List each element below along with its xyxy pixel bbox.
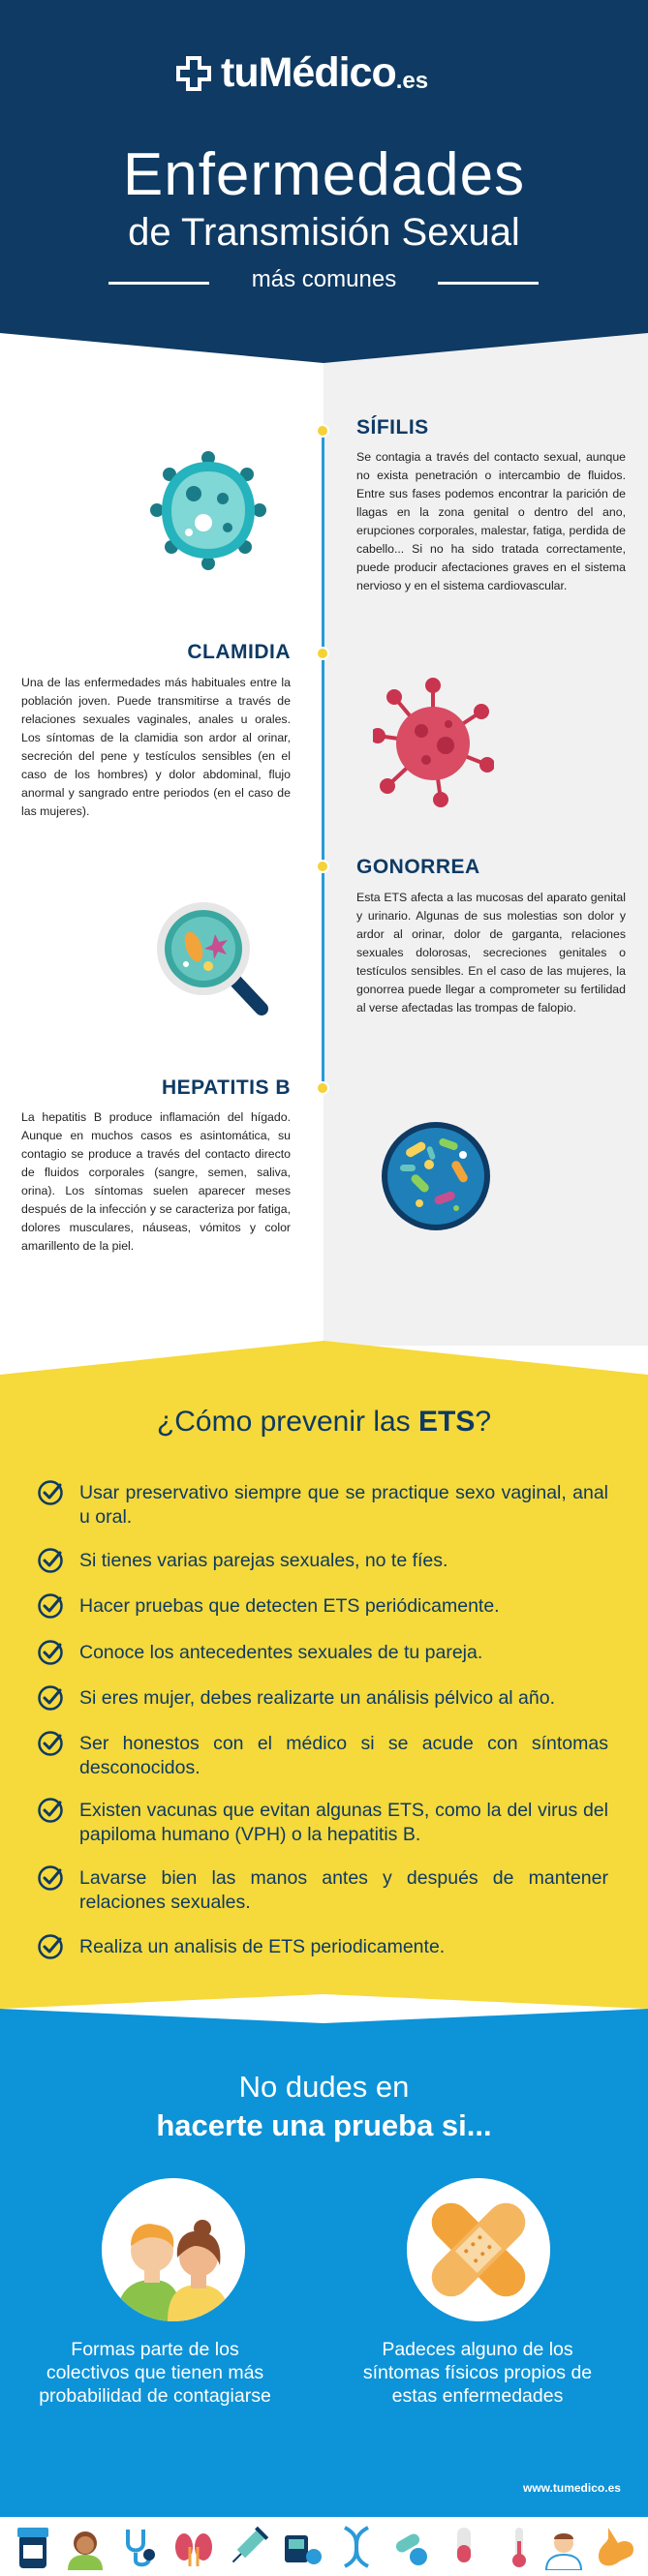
dna-icon xyxy=(335,2524,378,2570)
disease-name-clamidia: CLAMIDIA xyxy=(187,641,291,663)
doctor-woman-icon xyxy=(64,2524,107,2570)
subtitle-divider-right xyxy=(438,282,539,285)
people-illustration xyxy=(102,2178,245,2321)
thermometer-icon xyxy=(498,2524,540,2570)
prevention-item: Usar preservativo siempre que se practique sexo vaginal, anal u oral. xyxy=(37,1481,608,1530)
disease-name-hepatitis-b: HEPATITIS B xyxy=(161,1076,291,1099)
check-circle-icon xyxy=(37,1684,64,1712)
check-circle-icon xyxy=(37,1639,64,1666)
timeline-dot xyxy=(316,647,329,660)
test-heading-line2: hacerte una prueba si... xyxy=(156,2108,492,2142)
prevention-item: Conoce los antecedentes sexuales de tu pareja. xyxy=(37,1641,608,1666)
check-circle-icon xyxy=(37,1592,64,1620)
logo xyxy=(176,46,486,100)
stomach-icon xyxy=(595,2524,637,2570)
check-circle-icon xyxy=(37,1797,64,1824)
bandage-illustration xyxy=(407,2178,550,2321)
prevention-item: Existen vacunas que evitan algunas ETS, como la del virus del papiloma humano (VPH) o la hepatitis B. xyxy=(37,1799,608,1847)
disease-text-clamidia: Una de las enfermedades más habituales entre la población joven. Puede transmitirse a través de relaciones sexuales vaginales, anales u orales. Los síntomas de la clamidia son ardor al orinar, secreción del pene y testículos sensibles (en el caso de los hombres) y dolor abdominal, flujo anormal y sangrado entre periodos (en el caso de las mujeres). xyxy=(21,676,291,818)
check-circle-icon xyxy=(37,1730,64,1757)
bandage-icon xyxy=(407,2178,550,2321)
check-circle-icon xyxy=(37,1479,64,1506)
disease-text-sifilis: Se contagia a través del contacto sexual, aunque no exista penetración o intercambio de fluidos. Entre sus fases podemos encontrar la parición de llagas en la zona genital o dentro del ano, erupciones corporales, malestar, fatiga, perdida de cabello... Si no ha sido tratada correctamente, puede producir afectaciones graves en el sistema nervioso y en el sistema cardiovascular. xyxy=(356,450,626,592)
test-caption-left: Formas parte de los colectivos que tienen más probabilidad de contagiarse xyxy=(39,2339,271,2407)
page-subtitle: más comunes xyxy=(251,266,397,292)
disease-name-sifilis: SÍFILIS xyxy=(356,416,429,439)
bacteria-icon xyxy=(150,450,266,571)
timeline-dot xyxy=(316,1081,329,1095)
test-caption-right: Padeces alguno de los síntomas físicos propios de estas enfermedades xyxy=(362,2339,593,2407)
header-wedge-overlay xyxy=(0,329,648,373)
magnifier-icon xyxy=(155,900,271,1021)
check-circle-icon xyxy=(37,1864,64,1892)
logo-text: tuMédico xyxy=(221,49,396,96)
prevention-item: Si eres mujer, debes realizarte un análisis pélvico al año. xyxy=(37,1686,608,1712)
test-tube-icon xyxy=(444,2524,486,2570)
check-circle-icon xyxy=(37,1933,64,1960)
stethoscope-icon xyxy=(118,2524,161,2570)
prevention-title: ¿Cómo prevenir las ETS? xyxy=(156,1406,492,1438)
virus-icon xyxy=(373,678,494,808)
check-circle-icon xyxy=(37,1547,64,1574)
prevention-item: Hacer pruebas que detecten ETS periódicamente. xyxy=(37,1594,608,1620)
cross-logo-icon xyxy=(176,56,211,91)
site-url[interactable]: www.tumedico.es xyxy=(523,2481,621,2495)
petri-dish-icon xyxy=(381,1121,491,1231)
prevention-item: Si tienes varias parejas sexuales, no te fíes. xyxy=(37,1549,608,1574)
disease-name-gonorrea: GONORREA xyxy=(356,856,480,878)
timeline-dot xyxy=(316,860,329,873)
prevention-item: Realiza un analisis de ETS periodicamente. xyxy=(37,1935,608,1960)
disease-text-hepatitis-b: La hepatitis B produce inflamación del hígado. Aunque en muchos casos es asintomática, su contagio se produce a través del contacto directo de fluidos corporales (sangre, semen, saliva, orina). Los síntomas suelen aparecer meses después de la infección y se caracteriza por fatiga, dolores musculares, náuseas, vómitos y color amarillento de la piel. xyxy=(21,1110,291,1253)
blood-pressure-icon xyxy=(281,2524,324,2570)
kidneys-icon xyxy=(172,2524,215,2570)
page-title: Enfermedades xyxy=(122,141,526,208)
prevention-section xyxy=(0,1336,648,2033)
disease-text-gonorrea: Esta ETS afecta a las mucosas del aparato genital y urinario. Algunas de sus molestias son dolor y ardor al orinar, dolor de garganta, relaciones sexuales dolorosas, secreciones genitales o testículos sensibles. En el caso de las mujeres, la gonorrea puede llegar a comprometer su fertilidad al verse afectadas las trompas de falopio. xyxy=(356,891,626,1015)
couple-icon xyxy=(102,2178,245,2321)
test-heading-line1: No dudes en xyxy=(238,2070,410,2104)
syringe-icon xyxy=(227,2524,269,2570)
timeline-dot xyxy=(316,424,329,438)
prevention-item: Ser honestos con el médico si se acude con síntomas desconocidos. xyxy=(37,1732,608,1780)
logo-suffix: .es xyxy=(395,67,429,94)
doctor-man-icon xyxy=(542,2524,585,2570)
prevention-item: Lavarse bien las manos antes y después de mantener relaciones sexuales. xyxy=(37,1866,608,1915)
page-title-line2: de Transmisión Sexual xyxy=(128,211,520,254)
pill-bottle-icon xyxy=(12,2524,54,2570)
pills-icon xyxy=(389,2524,432,2570)
timeline-line xyxy=(322,431,324,1089)
